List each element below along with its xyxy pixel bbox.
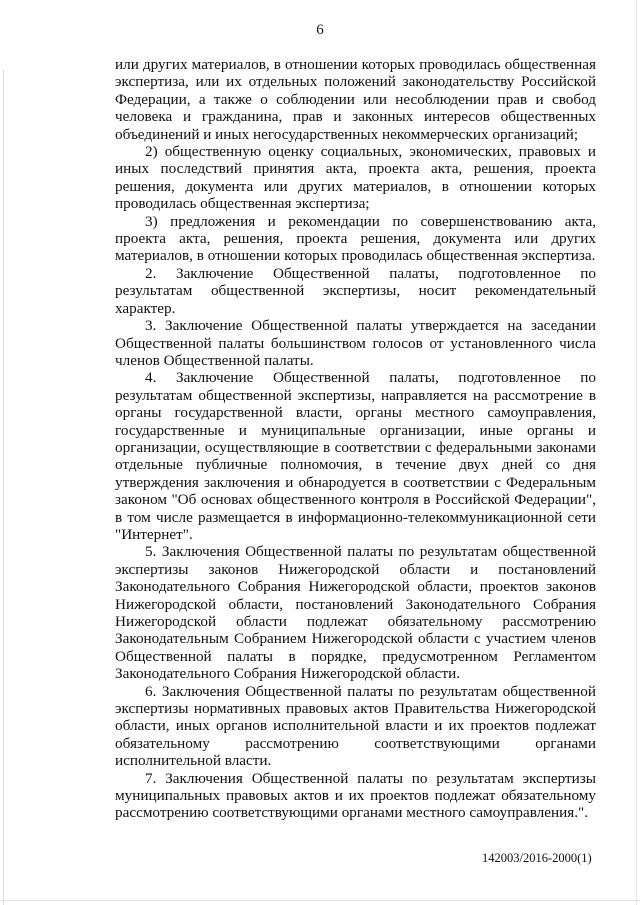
paragraph: 3) предложения и рекомендации по совершенствованию акта, проекта акта, решения, проекта решения, документа или других материалов, в отношении которых проводилась общественная экспертиза. — [115, 212, 596, 265]
scan-edge-left — [3, 70, 4, 905]
paragraph: 6. Заключения Общественной палаты по результатам общественной экспертизы нормативных правовых актов Правительства Нижегородской области, иных органов исполнительной власти и их проектов подлежат обязательному рассмотрению соответствующими органами исполнительной власти. — [115, 682, 596, 770]
scan-edge-right — [636, 0, 637, 905]
paragraph: 2. Заключение Общественной палаты, подготовленное по результатам общественной экспертизы, носит рекомендательный характер. — [115, 264, 596, 317]
paragraph: 4. Заключение Общественной палаты, подготовленное по результатам общественной экспертизы, направляется на рассмотрение в органы государственной власти, органы местного самоуправления, государственные и муниципальные организации, иные органы и организации, осуществляющие в соответствии с федеральными законами отдельные публичные полномочия, в течение двух дней со дня утверждения заключения и обнародуется в соответствии с Федеральным законом "Об основах общественного контроля в Российской Федерации", в том числе размещается в информационно-телекоммуникационной сети "Интернет". — [115, 369, 596, 543]
paragraph: или других материалов, в отношении которых проводилась общественная экспертиза, или их отдельных положений законодательству Российской Федерации, а также о соблюдении или несоблюдении прав и свобод человека и гражданина, прав и законных интересов общественных объединений и иных негосударственных некоммерческих организаций; — [115, 56, 596, 143]
paragraph: 3. Заключение Общественной палаты утверждается на заседании Общественной палаты большинством голосов от установленного числа членов Общественной палаты. — [115, 317, 596, 369]
page-number: 6 — [316, 22, 324, 38]
paragraph: 5. Заключения Общественной палаты по результатам общественной экспертизы законов Нижегородской области и постановлений Законодательного Собрания Нижегородской области, проектов законов Нижегородской области, постановлений Законодательного Собрания Нижегородской области подлежат обязательному рассмотрению Законодательным Собранием Нижегородской области с участием членов Общественной палаты в порядке, предусмотренном Регламентом Законодательного Собрания Нижегородской области. — [115, 543, 596, 683]
document-id: 142003/2016-2000(1) — [482, 851, 592, 865]
document-body — [115, 56, 596, 822]
scan-edge-bottom — [0, 900, 640, 901]
paragraph: 2) общественную оценку социальных, экономических, правовых и иных последствий принятия акта, проекта акта, решения, проекта решения, документа или других материалов, в отношении которых проводилась общественная экспертиза; — [115, 143, 596, 213]
paragraph: 7. Заключения Общественной палаты по результатам экспертизы муниципальных правовых актов и их проектов подлежат обязательному рассмотрению соответствующими органами местного самоуправления.". — [115, 769, 596, 822]
